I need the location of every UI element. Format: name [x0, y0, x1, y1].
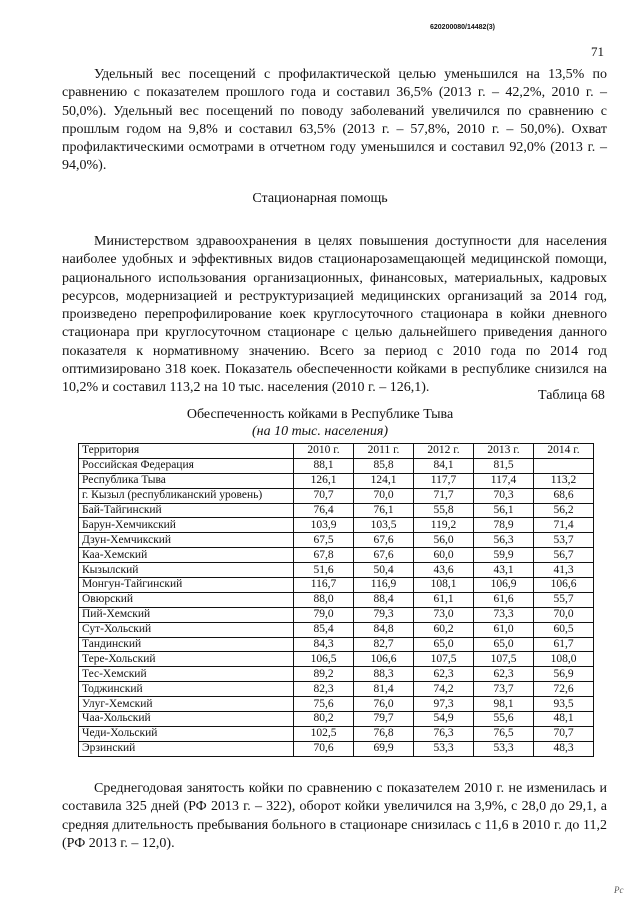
value-cell: 55,8 — [414, 503, 474, 518]
value-cell: 75,6 — [294, 697, 354, 712]
table-row — [79, 652, 594, 667]
territory-cell: Тере-Хольский — [79, 652, 294, 667]
value-cell: 56,2 — [534, 503, 594, 518]
value-cell: 74,2 — [414, 682, 474, 697]
value-cell: 79,3 — [354, 607, 414, 622]
territory-cell: Чаа-Хольский — [79, 712, 294, 727]
value-cell: 55,7 — [534, 592, 594, 607]
value-cell: 106,9 — [474, 578, 534, 593]
value-cell: 81,4 — [354, 682, 414, 697]
value-cell: 79,0 — [294, 607, 354, 622]
territory-cell: Барун-Хемчикский — [79, 518, 294, 533]
value-cell: 61,0 — [474, 622, 534, 637]
value-cell: 84,8 — [354, 622, 414, 637]
table-header-row — [79, 444, 594, 459]
table-row — [79, 488, 594, 503]
value-cell: 70,3 — [474, 488, 534, 503]
value-cell: 93,5 — [534, 697, 594, 712]
value-cell: 67,6 — [354, 533, 414, 548]
value-cell: 98,1 — [474, 697, 534, 712]
value-cell: 106,5 — [294, 652, 354, 667]
value-cell: 97,3 — [414, 697, 474, 712]
territory-cell: Сут-Хольский — [79, 622, 294, 637]
value-cell: 60,0 — [414, 548, 474, 563]
value-cell: 76,5 — [474, 726, 534, 741]
value-cell: 56,7 — [534, 548, 594, 563]
value-cell: 50,4 — [354, 563, 414, 578]
table-row — [79, 548, 594, 563]
value-cell: 76,1 — [354, 503, 414, 518]
value-cell: 76,0 — [354, 697, 414, 712]
value-cell: 116,9 — [354, 578, 414, 593]
value-cell — [534, 458, 594, 473]
value-cell: 70,7 — [294, 488, 354, 503]
value-cell: 60,2 — [414, 622, 474, 637]
table-row — [79, 607, 594, 622]
value-cell: 103,9 — [294, 518, 354, 533]
value-cell: 70,7 — [534, 726, 594, 741]
table-row — [79, 726, 594, 741]
value-cell: 116,7 — [294, 578, 354, 593]
paragraph-bed-optimization: Министерством здравоохранения в целях повышения доступности для населения наиболее удобных и эффективных видов стационарозамещающей медицинской помощи, рационального использования организационных, финансовых, материальных, кадровых ресурсов, модернизацией и реструктуризацией медицинских организаций за 2014 год, произведено перепрофилирование коек круглосуточного стационара в койки дневного стационара при круглосуточном стационаре с целью дальнейшего приведения данного показателя к нормативному значению. Всего за период с 2010 года по 2014 год оптимизировано 318 коек. Показатель обеспеченности койками в республике снизился на 10,2% и составил 113,2 на 10 тыс. населения (2010 г. – 126,1). — [62, 234, 607, 396]
value-cell: 56,1 — [474, 503, 534, 518]
value-cell: 62,3 — [474, 667, 534, 682]
corner-mark: Рс — [614, 885, 624, 895]
table-row — [79, 667, 594, 682]
value-cell: 88,3 — [354, 667, 414, 682]
value-cell: 73,0 — [414, 607, 474, 622]
value-cell: 84,1 — [414, 458, 474, 473]
value-cell: 56,9 — [534, 667, 594, 682]
value-cell: 108,1 — [414, 578, 474, 593]
value-cell: 56,3 — [474, 533, 534, 548]
value-cell: 113,2 — [534, 473, 594, 488]
value-cell: 89,2 — [294, 667, 354, 682]
value-cell: 82,3 — [294, 682, 354, 697]
value-cell: 106,6 — [354, 652, 414, 667]
value-cell: 84,3 — [294, 637, 354, 652]
value-cell: 60,5 — [534, 622, 594, 637]
paragraph-bed-occupancy: Среднегодовая занятость койки по сравнению с показателем 2010 г. не изменилась и составила 325 дней (РФ 2013 г. – 322), оборот койки увеличился на 3,9%, с 28,0 до 29,1, а средняя длительность пребывания больного в стационаре снизилась с 11,6 в 2010 г. до 11,2 (РФ 2013 г. – 12,0). — [62, 781, 607, 851]
territory-cell: Каа-Хемский — [79, 548, 294, 563]
value-cell: 56,0 — [414, 533, 474, 548]
table-row — [79, 697, 594, 712]
territory-cell: Тоджинский — [79, 682, 294, 697]
territory-cell: Пий-Хемский — [79, 607, 294, 622]
value-cell: 59,9 — [474, 548, 534, 563]
territory-cell: Бай-Тайгинский — [79, 503, 294, 518]
header-year-2013: 2013 г. — [474, 444, 534, 459]
table-row — [79, 712, 594, 727]
value-cell: 67,6 — [354, 548, 414, 563]
document-id: 620200080/14482(3) — [430, 24, 496, 31]
value-cell: 119,2 — [414, 518, 474, 533]
value-cell: 65,0 — [474, 637, 534, 652]
table-body — [79, 458, 594, 756]
value-cell: 53,3 — [474, 741, 534, 756]
table-label: Таблица 68 — [538, 388, 605, 403]
value-cell: 126,1 — [294, 473, 354, 488]
value-cell: 85,4 — [294, 622, 354, 637]
table-row — [79, 622, 594, 637]
value-cell: 51,6 — [294, 563, 354, 578]
table-row — [79, 518, 594, 533]
value-cell: 73,7 — [474, 682, 534, 697]
value-cell: 55,6 — [474, 712, 534, 727]
territory-cell: Кызылский — [79, 563, 294, 578]
value-cell: 71,7 — [414, 488, 474, 503]
territory-cell: Республика Тыва — [79, 473, 294, 488]
territory-cell: Дзун-Хемчикский — [79, 533, 294, 548]
table-row — [79, 533, 594, 548]
territory-cell: Овюрский — [79, 592, 294, 607]
value-cell: 82,7 — [354, 637, 414, 652]
paragraph-visits: Удельный вес посещений с профилактической целью уменьшился на 13,5% по сравнению с показателем прошлого года и составил 36,5% (2013 г. – 42,2%, 2010 г. – 50,0%). Удельный вес посещений по поводу заболеваний увеличился по сравнению с прошлым годом на 9,8% и составил 63,5% (2013 г. – 57,8%, 2010 г. – 50,0%). Охват профилактическими осмотрами в отчетном году уменьшился и составил 92,0% (2013 г. – 94,0%). — [62, 67, 607, 174]
value-cell: 62,3 — [414, 667, 474, 682]
table-row — [79, 637, 594, 652]
value-cell: 67,5 — [294, 533, 354, 548]
value-cell: 117,7 — [414, 473, 474, 488]
value-cell: 41,3 — [534, 563, 594, 578]
value-cell: 76,3 — [414, 726, 474, 741]
territory-cell: Тандинский — [79, 637, 294, 652]
value-cell: 103,5 — [354, 518, 414, 533]
table-row — [79, 578, 594, 593]
table-subtitle: (на 10 тыс. населения) — [251, 424, 389, 439]
value-cell: 76,4 — [294, 503, 354, 518]
value-cell: 70,0 — [534, 607, 594, 622]
value-cell: 61,6 — [474, 592, 534, 607]
value-cell: 80,2 — [294, 712, 354, 727]
value-cell: 106,6 — [534, 578, 594, 593]
value-cell: 81,5 — [474, 458, 534, 473]
value-cell: 117,4 — [474, 473, 534, 488]
value-cell: 124,1 — [354, 473, 414, 488]
territory-cell: Чеди-Хольский — [79, 726, 294, 741]
value-cell: 102,5 — [294, 726, 354, 741]
territory-cell: Российская Федерация — [79, 458, 294, 473]
value-cell: 68,6 — [534, 488, 594, 503]
value-cell: 61,1 — [414, 592, 474, 607]
value-cell: 48,3 — [534, 741, 594, 756]
value-cell: 88,4 — [354, 592, 414, 607]
header-territory: Территория — [79, 444, 294, 459]
value-cell: 48,1 — [534, 712, 594, 727]
header-year-2014: 2014 г. — [534, 444, 594, 459]
territory-cell: г. Кызыл (республиканский уровень) — [79, 488, 294, 503]
value-cell: 53,3 — [414, 741, 474, 756]
value-cell: 61,7 — [534, 637, 594, 652]
value-cell: 70,6 — [294, 741, 354, 756]
table-row — [79, 473, 594, 488]
territory-cell: Улуг-Хемский — [79, 697, 294, 712]
page-number: 71 — [591, 44, 604, 59]
value-cell: 70,0 — [354, 488, 414, 503]
table-row — [79, 592, 594, 607]
value-cell: 69,9 — [354, 741, 414, 756]
value-cell: 107,5 — [474, 652, 534, 667]
value-cell: 108,0 — [534, 652, 594, 667]
territory-cell: Тес-Хемский — [79, 667, 294, 682]
territory-cell: Эрзинский — [79, 741, 294, 756]
value-cell: 78,9 — [474, 518, 534, 533]
table-row — [79, 503, 594, 518]
header-year-2010: 2010 г. — [294, 444, 354, 459]
table-title: Обеспеченность койками в Республике Тыва — [186, 407, 454, 422]
value-cell: 88,1 — [294, 458, 354, 473]
value-cell: 85,8 — [354, 458, 414, 473]
value-cell: 65,0 — [414, 637, 474, 652]
value-cell: 71,4 — [534, 518, 594, 533]
table-row — [79, 563, 594, 578]
bed-supply-table — [78, 443, 594, 757]
table-row — [79, 741, 594, 756]
value-cell: 107,5 — [414, 652, 474, 667]
value-cell: 67,8 — [294, 548, 354, 563]
territory-cell: Монгун-Тайгинский — [79, 578, 294, 593]
table-row — [79, 682, 594, 697]
value-cell: 54,9 — [414, 712, 474, 727]
header-year-2011: 2011 г. — [354, 444, 414, 459]
section-title: Стационарная помощь — [252, 191, 388, 206]
value-cell: 43,6 — [414, 563, 474, 578]
value-cell: 79,7 — [354, 712, 414, 727]
header-year-2012: 2012 г. — [414, 444, 474, 459]
value-cell: 73,3 — [474, 607, 534, 622]
table-row — [79, 458, 594, 473]
value-cell: 88,0 — [294, 592, 354, 607]
value-cell: 53,7 — [534, 533, 594, 548]
value-cell: 43,1 — [474, 563, 534, 578]
value-cell: 72,6 — [534, 682, 594, 697]
value-cell: 76,8 — [354, 726, 414, 741]
